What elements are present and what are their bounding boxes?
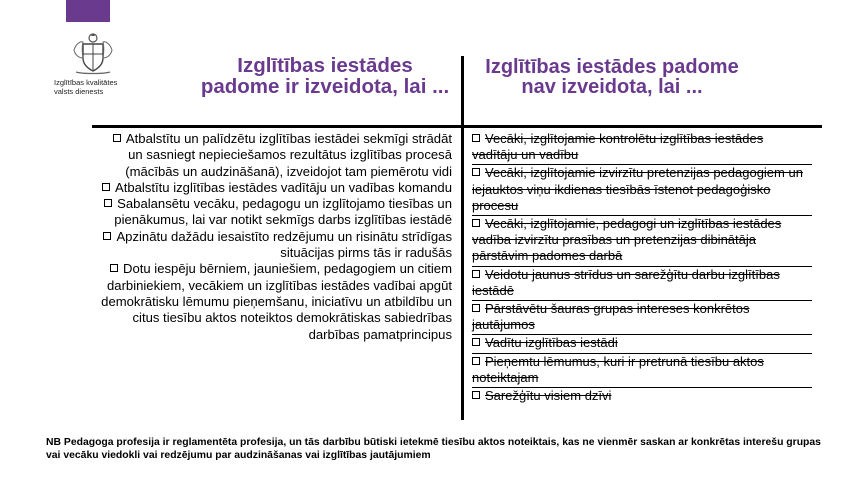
list-item: [472, 267, 812, 301]
checkbox-bullet-icon: [103, 232, 111, 240]
list-item-text: Atbalstītu un palīdzētu izglītības iestādei sekmīgi strādāt un sasniegt nepieciešamos rezultātus izglītības procesā (mācībās un audzināšanā), izveidojot tam piemērotu vidi: [125, 131, 452, 179]
list-item: [472, 335, 812, 353]
checkbox-bullet-icon: [113, 134, 121, 142]
list-item: [96, 131, 452, 180]
footnote-note: NB Pedagoga profesija ir reglamentēta profesija, un tās darbību būtiski ietekmē tiesību aktos noteiktais, kas ne vienmēr saskan ar konkrētas interešu grupas vai vecāku viedokli vai redzējumu par audzināšanas vai izglītības jautājumiem: [46, 437, 821, 461]
checkbox-bullet-icon: [472, 168, 480, 176]
column-divider-horizontal: [92, 125, 822, 128]
left-column-list: [96, 131, 452, 343]
list-item: [472, 165, 812, 216]
list-item: [96, 196, 452, 229]
accent-block: [66, 0, 110, 22]
list-item-text: Atbalstītu izglītības iestādes vadītāju un vadības komandu: [114, 179, 452, 195]
list-item: [96, 261, 452, 342]
logo-text-line2: valsts dienests: [54, 87, 104, 96]
list-item: [96, 180, 452, 196]
list-item-text: Veidotu jaunus strīdus un sarežģītu darbu izglītības iestādē: [472, 266, 780, 298]
heading-left: Izglītības iestādes padome ir izveidota, lai ...: [200, 54, 450, 98]
checkbox-bullet-icon: [104, 199, 112, 207]
list-item-text: Sarežģītu visiem dzīvi: [485, 388, 612, 404]
checkbox-bullet-icon: [472, 219, 480, 227]
list-item-text: Vadītu izglītības iestādi: [485, 335, 618, 351]
checkbox-bullet-icon: [472, 270, 480, 278]
list-item: [472, 388, 812, 405]
agency-logo: [48, 30, 138, 96]
list-item-text: Pieņemtu lēmumus, kuri ir pretrunā tiesību aktos noteiktajam: [472, 353, 764, 385]
coat-of-arms-icon: [70, 30, 116, 76]
list-item-text: Dotu iespēju bērniem, jauniešiem, pedagogiem un citiem darbiniekiem, vecākiem un izglītības iestādes vadībai apgūt demokrātisku lēmumu pieņemšanu, iniciatīvu un atbildību un citus tiesību aktos noteiktos demokrātiskas sabiedrības darbības pamatprincipus: [101, 261, 452, 342]
list-item: [472, 301, 812, 335]
checkbox-bullet-icon: [102, 183, 110, 191]
list-item-text: Sabalansētu vecāku, pedagogu un izglītojamo tiesības un pienākumus, lai var notikt sekmīgs darbs izglītības iestādē: [114, 196, 452, 228]
checkbox-bullet-icon: [472, 338, 480, 346]
column-divider-vertical: [461, 56, 464, 420]
list-item: [472, 131, 812, 165]
logo-text: [48, 78, 138, 96]
list-item-text: Vecāki, izglītojamie, pedagogi un izglītības iestādes vadība izvirzītu prasības un pretenzijas dibinātāja pārstāvim padomes darbā: [472, 216, 782, 264]
heading-right: Izglītības iestādes padome nav izveidota, lai ...: [485, 56, 739, 98]
list-item: [472, 216, 812, 267]
logo-text-line1: Izglītības kvalitātes: [54, 78, 118, 87]
list-item-text: Vecāki, izglītojamie izvirzītu pretenzijas pedagogiem un iejauktos viņu ikdienas tiesībās īstenot pedagoģisko procesu: [472, 165, 803, 213]
checkbox-bullet-icon: [472, 391, 480, 399]
checkbox-bullet-icon: [472, 304, 480, 312]
list-item-text: Apzinātu dažādu iesaistīto redzējumu un risinātu strīdīgas situācijas pirms tās ir radušās: [116, 228, 452, 261]
list-item: [472, 354, 812, 388]
list-item: [96, 229, 452, 262]
checkbox-bullet-icon: [110, 264, 118, 272]
list-item-text: Vecāki, izglītojamie kontrolētu izglītības iestādes vadītāju un vadību: [472, 131, 764, 163]
right-column-list: [472, 131, 812, 405]
checkbox-bullet-icon: [472, 134, 480, 142]
checkbox-bullet-icon: [472, 357, 480, 365]
list-item-text: Pārstāvētu šauras grupas intereses konkrētos jautājumos: [472, 301, 750, 333]
